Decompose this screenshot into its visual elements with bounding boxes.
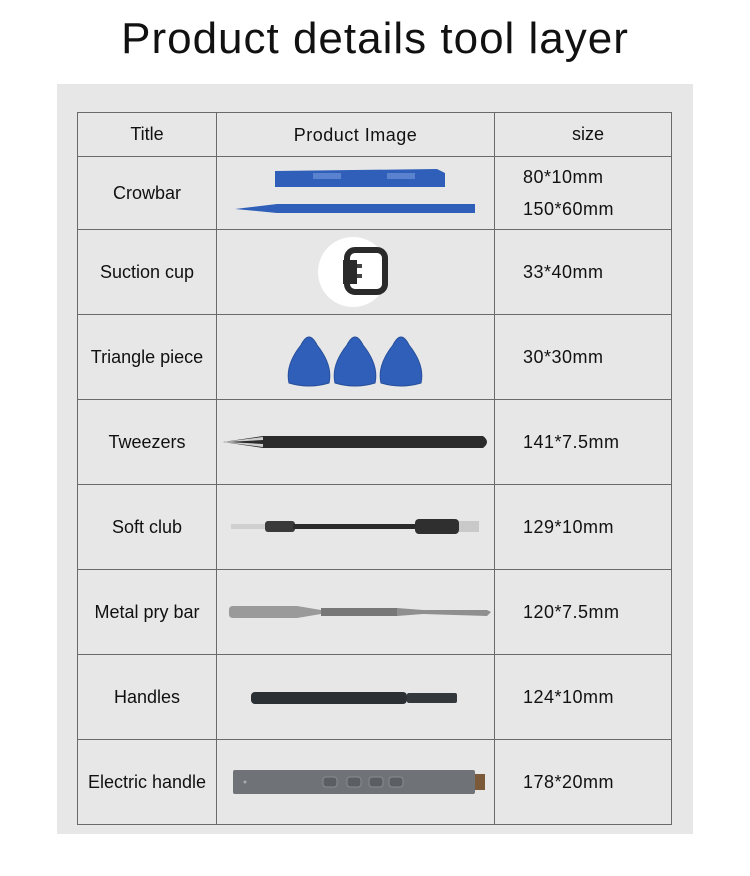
table-row xyxy=(78,655,672,740)
spec-table xyxy=(77,112,672,825)
table-row xyxy=(78,400,672,485)
crowbar-icon xyxy=(217,157,495,230)
row-title: Electric handle xyxy=(78,740,217,825)
page-title: Product details tool layer xyxy=(121,14,629,63)
tweezers-icon xyxy=(217,400,495,485)
table-row xyxy=(78,315,672,400)
row-title: Crowbar xyxy=(78,157,217,230)
electric-handle-icon xyxy=(217,740,495,825)
row-size: 80*10mm 150*60mm xyxy=(495,157,672,230)
header-title: Title xyxy=(78,113,217,157)
row-size: 120*7.5mm xyxy=(495,570,672,655)
triangle-pick-icon xyxy=(217,315,495,400)
table-row xyxy=(78,485,672,570)
header-size: size xyxy=(495,113,672,157)
row-title: Soft club xyxy=(78,485,217,570)
table-row xyxy=(78,157,672,230)
row-title: Handles xyxy=(78,655,217,740)
table-row xyxy=(78,570,672,655)
row-title: Triangle piece xyxy=(78,315,217,400)
row-title: Metal pry bar xyxy=(78,570,217,655)
row-size: 141*7.5mm xyxy=(495,400,672,485)
handle-icon xyxy=(217,655,495,740)
table-header-row xyxy=(78,113,672,157)
table-row xyxy=(78,230,672,315)
row-title: Tweezers xyxy=(78,400,217,485)
soft-club-icon xyxy=(217,485,495,570)
header-product-image: Product Image xyxy=(217,113,495,157)
row-title: Suction cup xyxy=(78,230,217,315)
metal-pry-bar-icon xyxy=(217,570,495,655)
row-size: 33*40mm xyxy=(495,230,672,315)
row-size: 178*20mm xyxy=(495,740,672,825)
row-size: 30*30mm xyxy=(495,315,672,400)
suction-cup-icon xyxy=(217,230,495,315)
row-size: 124*10mm xyxy=(495,655,672,740)
table-row xyxy=(78,740,672,825)
row-size: 129*10mm xyxy=(495,485,672,570)
